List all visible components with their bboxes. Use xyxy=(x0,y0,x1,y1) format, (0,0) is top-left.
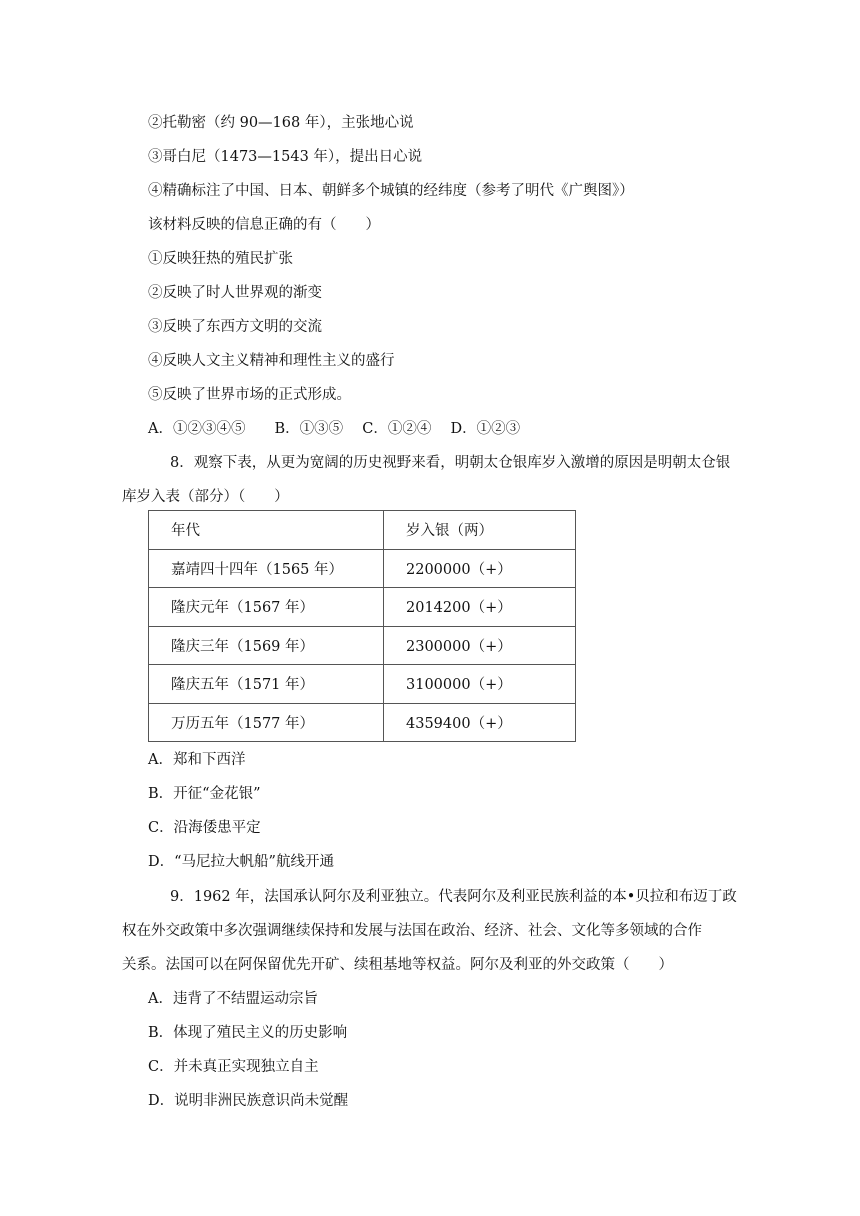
table-header-row xyxy=(149,511,576,550)
q7-item-4: ④反映人文主义精神和理性主义的盛行 xyxy=(148,353,395,369)
q7-item-2: ②反映了时人世界观的渐变 xyxy=(148,285,322,301)
q7-options: A．①②③④⑤ B．①③⑤ C．①②④ D．①②③ xyxy=(148,421,521,437)
q9-stem-line-2: 权在外交政策中多次强调继续保持和发展与法国在政治、经济、社会、文化等多领域的合作 xyxy=(122,923,702,939)
q8-option-b: B．开征“金花银” xyxy=(148,786,261,802)
table-row xyxy=(149,703,576,742)
table-cell: 2014200（+） xyxy=(384,588,576,627)
q8-stem-line-2: 库岁入表（部分）（ ） xyxy=(122,489,289,505)
q7-material-line-4: ④精确标注了中国、日本、朝鲜多个城镇的经纬度（参考了明代《广舆图》） xyxy=(148,183,634,199)
table-row xyxy=(149,626,576,665)
table-row xyxy=(149,665,576,704)
table-cell: 隆庆元年（1567 年） xyxy=(149,588,384,627)
table-cell: 3100000（+） xyxy=(384,665,576,704)
table-row xyxy=(149,588,576,627)
table-cell: 嘉靖四十四年（1565 年） xyxy=(149,549,384,588)
table-header-cell: 年代 xyxy=(149,511,384,550)
q9-option-a: A．违背了不结盟运动宗旨 xyxy=(148,991,318,1007)
table-header-cell: 岁入银（两） xyxy=(384,511,576,550)
silver-revenue-table xyxy=(148,510,576,742)
q8-option-c: C．沿海倭患平定 xyxy=(148,820,261,836)
table-cell: 2200000（+） xyxy=(384,549,576,588)
table-cell: 万历五年（1577 年） xyxy=(149,703,384,742)
q7-item-3: ③反映了东西方文明的交流 xyxy=(148,319,322,335)
q8-option-a: A．郑和下西洋 xyxy=(148,752,246,768)
q7-item-1: ①反映狂热的殖民扩张 xyxy=(148,251,293,267)
q7-material-line-2: ②托勒密（约 90—168 年），主张地心说 xyxy=(148,115,414,131)
table-cell: 4359400（+） xyxy=(384,703,576,742)
q8-option-d: D．“马尼拉大帆船”航线开通 xyxy=(148,854,334,870)
table-cell: 2300000（+） xyxy=(384,626,576,665)
table-row xyxy=(149,549,576,588)
table-cell: 隆庆五年（1571 年） xyxy=(149,665,384,704)
table-cell: 隆庆三年（1569 年） xyxy=(149,626,384,665)
q9-stem-line-1: 9．1962 年，法国承认阿尔及利亚独立。代表阿尔及利亚民族利益的本•贝拉和布迈丁政 xyxy=(170,889,737,905)
q7-item-5: ⑤反映了世界市场的正式形成。 xyxy=(148,387,351,403)
q9-option-c: C．并未真正实现独立自主 xyxy=(148,1059,319,1075)
q9-option-d: D．说明非洲民族意识尚未觉醒 xyxy=(148,1093,349,1109)
q9-stem-line-3: 关系。法国可以在阿保留优先开矿、续租基地等权益。阿尔及利亚的外交政策（ ） xyxy=(122,957,673,973)
q7-material-line-3: ③哥白尼（1473—1543 年），提出日心说 xyxy=(148,149,423,165)
q8-stem-line-1: 8．观察下表，从更为宽阔的历史视野来看，明朝太仓银库岁入激增的原因是明朝太仓银 xyxy=(170,455,731,471)
q9-option-b: B．体现了殖民主义的历史影响 xyxy=(148,1025,348,1041)
q7-question: 该材料反映的信息正确的有（ ） xyxy=(148,217,380,233)
